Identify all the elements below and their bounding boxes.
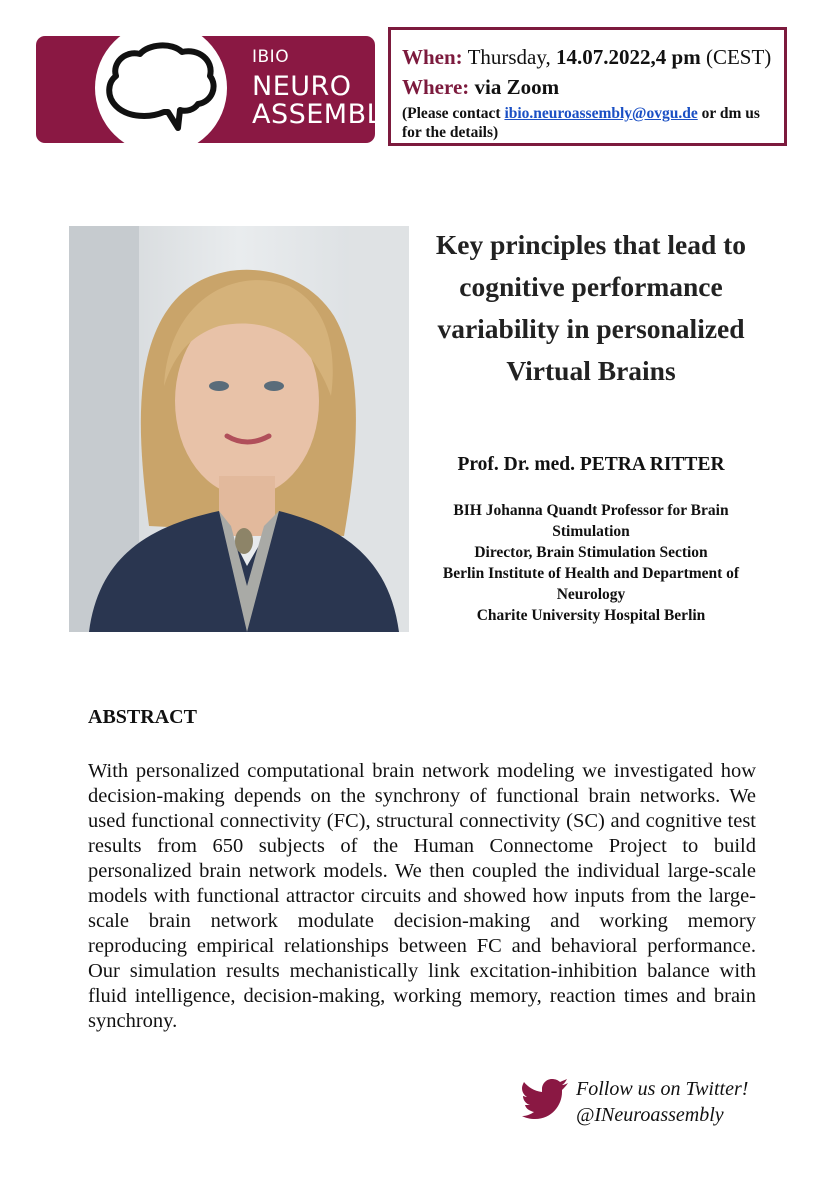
event-timezone: (CEST) <box>705 45 772 69</box>
twitter-bird-icon <box>522 1077 570 1119</box>
abstract-text: With personalized computational brain network modeling we investigated how decision-making depends on the synchrony of functional brain networks. We used functional connectivity (FC), structural connectivity (SC) and cognitive test results from 650 subjects of the Human Connectome Project to build personalized brain network models. We then coupled the individual large-scale models with functional attractor circuits and showed how inputs from the large-scale brain network modulate decision-making and working memory reproducing empirical relationships between FC and behavioral performance. Our simulation results mechanistically link excitation-inhibition balance with fluid intelligence, decision-making, working memory, reaction times and brain synchrony. <box>88 760 756 1032</box>
affiliation-line: Berlin Institute of Health and Department of Neurology <box>442 565 740 603</box>
brain-icon <box>102 42 220 146</box>
where-line <box>402 74 774 100</box>
logo-neuro: NEURO <box>252 71 352 102</box>
ibio-neuro-assembly-logo <box>36 36 396 143</box>
contact-prefix: (Please contact <box>402 105 501 122</box>
event-day: Thursday, <box>467 45 551 69</box>
twitter-follow-line: Follow us on Twitter! <box>576 1078 749 1100</box>
contact-suffix: or dm us for the details) <box>402 105 760 141</box>
speaker-portrait <box>69 226 409 632</box>
twitter-follow <box>576 1076 748 1128</box>
abstract-heading: ABSTRACT <box>88 706 197 728</box>
when-line <box>402 44 774 70</box>
when-label: When: <box>402 45 463 69</box>
speaker-name: Prof. Dr. med. PETRA RITTER <box>457 454 725 475</box>
where-label: Where: <box>402 75 470 99</box>
affiliation-line: Charite University Hospital Berlin <box>476 607 706 624</box>
logo-assembly: ASSEMBLY <box>252 99 396 130</box>
logo-text <box>252 49 396 129</box>
affiliation-line: Director, Brain Stimulation Section <box>474 544 708 561</box>
talk-title: Key principles that lead to cognitive performance variability in personalized Virtual Brains <box>435 229 747 386</box>
logo-ibio: IBIO <box>252 47 290 67</box>
contact-note <box>402 104 774 142</box>
event-info-box <box>388 27 787 146</box>
twitter-handle[interactable]: @INeuroassembly <box>576 1104 724 1126</box>
where-value: via Zoom <box>474 75 560 99</box>
contact-email-link[interactable]: ibio.neuroassembly@ovgu.de <box>504 105 698 122</box>
affiliation-line: BIH Johanna Quandt Professor for Brain Stimulation <box>453 502 729 540</box>
speaker-affiliations <box>424 500 758 626</box>
event-date-time: 14.07.2022,4 pm <box>556 45 701 69</box>
